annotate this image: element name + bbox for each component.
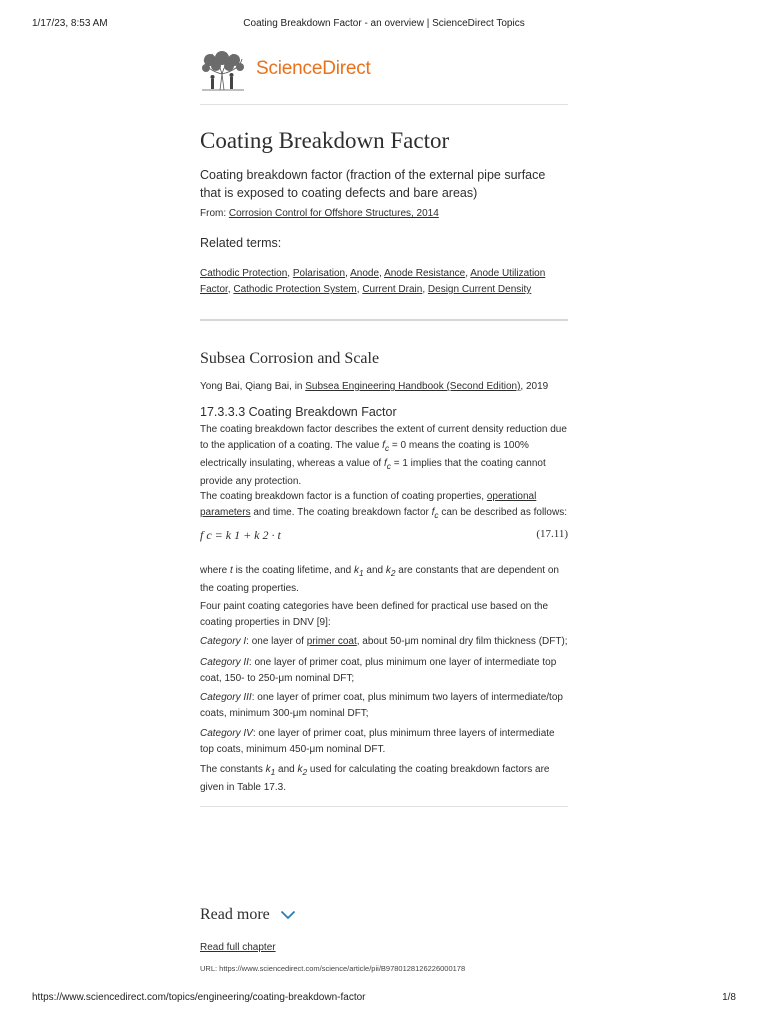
operational-parameters-link[interactable]: operational parameters [200, 491, 537, 518]
paragraph-1: The coating breakdown factor describes the extent of current density reduction due to the application of a coating. The value $f_c = 0$ means the coating is 100% electrically insulating, whereas a value of $f_c = 1$ implies that the coating cannot provide any protection. [200, 424, 567, 487]
read-more-button[interactable] [200, 906, 296, 924]
chevron-down-icon [280, 910, 296, 920]
related-terms-heading: Related terms: [200, 236, 282, 250]
source-book-link[interactable]: Corrosion Control for Offshore Structures, 2014 [228, 208, 439, 219]
category-item: Category I: one layer of primer coat, about 50-μm nominal dry film thickness (DFT); [200, 636, 568, 647]
paragraph-2: The coating breakdown factor is a function of coating properties, operational parameters and time. The coating breakdown factor $f_c$ can be described as follows: [200, 491, 567, 520]
page-title: Coating Breakdown Factor [200, 128, 450, 153]
from-label: From: [200, 208, 229, 219]
section-title: Subsea Corrosion and Scale [200, 350, 380, 367]
related-term-link[interactable]: Cathodic Protection System [233, 284, 357, 295]
chapter-url: URL: https://www.sciencedirect.com/science/article/pii/B9780128126226000178 [200, 964, 466, 973]
related-term-link[interactable]: Anode [350, 268, 380, 279]
category-item: Category III: one layer of primer coat, plus minimum two layers of intermediate/top coats, minimum 300-μm nominal DFT; [200, 692, 563, 719]
print-url: https://www.sciencedirect.com/topics/engineering/coating-breakdown-factor [32, 992, 366, 1003]
elsevier-tree-icon [200, 50, 246, 92]
sciencedirect-logo[interactable] [200, 50, 568, 94]
read-full-chapter-link[interactable]: Read full chapter [200, 942, 276, 953]
related-term-link[interactable]: Design Current Density [427, 284, 532, 295]
section-authors: Yong Bai, Qiang Bai, in Subsea Engineering Handbook (Second Edition), 2019 [200, 381, 549, 392]
divider [200, 104, 568, 105]
related-term-link[interactable]: Anode Utilization Factor [200, 268, 546, 295]
category-item: Category II: one layer of primer coat, plus minimum one layer of intermediate top coat, 150- to 250-μm nominal DFT; [200, 657, 557, 684]
print-page-title: Coating Breakdown Factor - an overview | ScienceDirect Topics [243, 18, 525, 29]
paragraph-4: Four paint coating categories have been defined for practical use based on the coating properties in DNV [9]: [200, 601, 549, 628]
equation-number: (17.11) [536, 528, 568, 540]
equation-formula: f c = k 1 + k 2 · t [200, 528, 281, 542]
related-term-link[interactable]: Cathodic Protection [200, 268, 288, 279]
divider [200, 319, 568, 321]
paragraph-5: The constants $k_1$ and $k_2$ used for calculating the coating breakdown factors are given in Table 17.3. [200, 764, 550, 793]
page-number: 1/8 [722, 992, 736, 1003]
related-terms-list: Cathodic Protection, Polarisation, Anode, Anode Resistance, Anode Utilization Factor, Cathodic Protection System, Current Drain, Design Current Density [200, 268, 546, 295]
print-date: 1/17/23, 8:53 AM [32, 18, 108, 29]
related-term-link[interactable]: Current Drain [362, 284, 423, 295]
paragraph-3: where t is the coating lifetime, and $k_1$ and $k_2$ are constants that are dependent on the coating properties. [200, 565, 559, 594]
related-term-link[interactable]: Anode Resistance [384, 268, 466, 279]
category-item: Category IV: one layer of primer coat, plus minimum three layers of intermediate top coats, minimum 450-μm nominal DFT. [200, 728, 555, 755]
subsection-title: 17.3.3.3 Coating Breakdown Factor [200, 405, 397, 419]
book-link[interactable]: Subsea Engineering Handbook (Second Edition) [305, 381, 521, 392]
primer-coat-link[interactable]: primer coat [306, 636, 357, 647]
topic-definition: Coating breakdown factor (fraction of the external pipe surface that is exposed to coating defects and bare areas) [200, 168, 546, 200]
topic-source [200, 208, 439, 219]
read-more-label: Read more [200, 906, 270, 923]
divider [200, 806, 568, 807]
equation-17-11 [200, 528, 568, 543]
related-term-link[interactable]: Polarisation [292, 268, 346, 279]
sciencedirect-brand: ScienceDirect [256, 58, 371, 79]
